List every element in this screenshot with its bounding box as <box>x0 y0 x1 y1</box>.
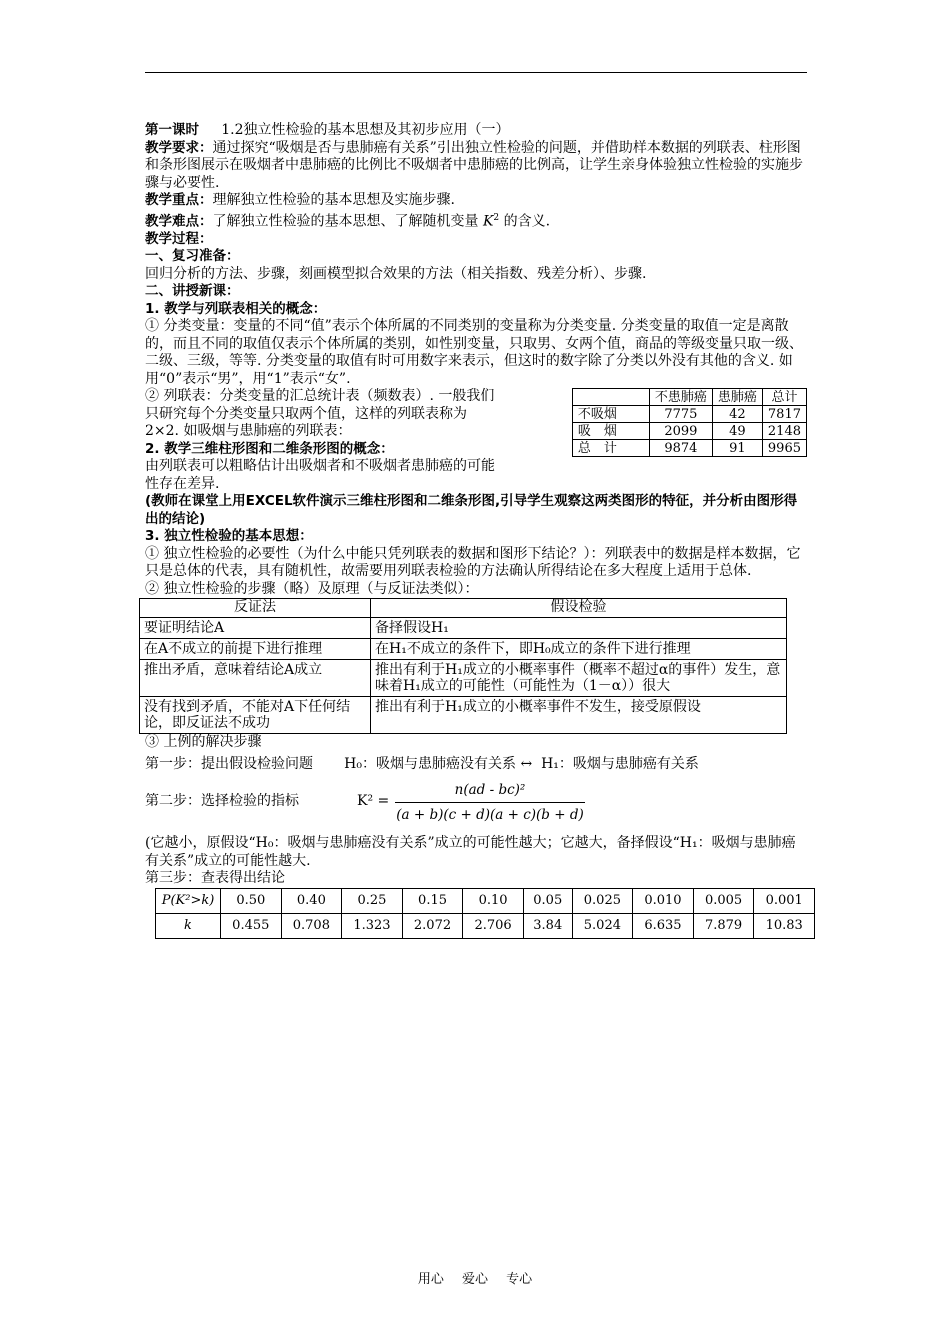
requirements <box>145 140 807 193</box>
table-cell: 0.15 <box>402 888 463 913</box>
row-label: k <box>156 913 221 938</box>
alt-hypothesis: H₁：吸烟与患肺癌有关系 <box>541 755 699 772</box>
table-row <box>156 913 815 938</box>
lesson-document <box>145 122 807 939</box>
table-cell: 在A不成立的前提下进行推理 <box>140 639 371 660</box>
table-cell: 不吸烟 <box>572 406 649 423</box>
table-cell: 备择假设H₁ <box>371 618 787 639</box>
table-cell: 49 <box>712 423 762 440</box>
table-cell: 5.024 <box>572 913 633 938</box>
table-cell: 6.635 <box>633 913 694 938</box>
table-row <box>140 697 787 734</box>
table-cell: 0.025 <box>572 888 633 913</box>
difficulty-text: 了解独立性检验的基本思想、了解随机变量 <box>212 213 479 230</box>
table-cell: 7817 <box>762 406 806 423</box>
table-cell: 9965 <box>762 440 806 457</box>
step-2-label: 第二步：选择检验的指标 <box>145 793 299 810</box>
table-header: 不患肺癌 <box>649 389 712 406</box>
process-label: 教学过程： <box>145 230 213 247</box>
table-row <box>572 423 806 440</box>
k-variable: K <box>482 213 494 230</box>
table-cell: 要证明结论A <box>140 618 371 639</box>
requirements-label: 教学要求： <box>145 139 213 156</box>
table-row <box>140 639 787 660</box>
review-heading: 一、复习准备： <box>145 248 240 265</box>
table-header: 反证法 <box>140 599 371 618</box>
table-header: 假设检验 <box>371 599 787 618</box>
table-row <box>572 440 806 457</box>
table-cell: 2.072 <box>402 913 463 938</box>
table-cell: 1.323 <box>342 913 403 938</box>
steps-heading: ③ 上例的解决步骤 <box>145 734 262 751</box>
new-lesson-heading: 二、讲授新课： <box>145 283 240 300</box>
table-cell: 0.708 <box>281 913 342 938</box>
table-cell: 0.010 <box>633 888 694 913</box>
step-2-explanation: (它越小，原假设“H₀：吸烟与患肺癌没有关系”成立的可能性越大；它越大，备择假设“H₁：吸烟与患肺癌有关系”成立的可能性越大. <box>145 835 796 869</box>
k2-fraction <box>395 779 585 826</box>
difficulty-label: 教学难点： <box>145 213 213 230</box>
step-3-label: 第三步：查表得出结论 <box>145 870 285 887</box>
contingency-header-row <box>572 389 806 406</box>
key-point-label: 教学重点： <box>145 192 213 208</box>
table-row <box>140 618 787 639</box>
table-row <box>572 406 806 423</box>
section-1-p2: ② 列联表：分类变量的汇总统计表（频数表）. 一般我们只研究每个分类变量只取两个值，这样的列联表称为2×2. 如吸烟与患肺癌的列联表： <box>145 388 495 440</box>
table-cell: 42 <box>712 406 762 423</box>
comparison-header-row <box>140 599 787 618</box>
section-3-p2: ② 独立性检验的步骤（略）及原理（与反证法类似）： <box>145 580 479 597</box>
table-cell: 3.84 <box>523 913 572 938</box>
critical-value-table <box>155 888 815 939</box>
section-2-text: 由列联表可以粗略估计出吸烟者和不吸烟者患肺癌的可能性存在差异. <box>145 458 495 492</box>
table-cell: 0.455 <box>221 913 282 938</box>
k2-symbol: K² = <box>357 793 390 810</box>
section-1-heading: 1. 教学与列联表相关的概念： <box>145 300 327 317</box>
section-3-heading: 3. 独立性检验的基本思想： <box>145 528 313 545</box>
table-cell: 总 计 <box>572 440 649 457</box>
table-cell: 吸 烟 <box>572 423 649 440</box>
fraction-bar <box>395 802 585 803</box>
table-cell: 推出有利于H₁成立的小概率事件（概率不超过α的事件）发生，意味着H₁成立的可能性（可能性为（1－α））很大 <box>371 660 787 697</box>
table-cell: 推出有利于H₁成立的小概率事件不发生，接受原假设 <box>371 697 787 734</box>
step-2-formula <box>145 779 807 835</box>
difficulty <box>145 210 807 231</box>
table-row <box>156 888 815 913</box>
table-cell: 0.25 <box>342 888 403 913</box>
header-rule <box>145 72 807 73</box>
contingency-table <box>572 388 807 457</box>
table-cell: 0.05 <box>523 888 572 913</box>
table-cell: 2.706 <box>463 913 524 938</box>
review-text: 回归分析的方法、步骤，刻画模型拟合效果的方法（相关指数、残差分析）、步骤. <box>145 265 647 282</box>
table-cell: 0.005 <box>693 888 754 913</box>
k2-numerator: n(ad - bc)² <box>454 782 526 799</box>
table-header: 患肺癌 <box>712 389 762 406</box>
key-point-text: 理解独立性检验的基本思想及实施步骤. <box>212 192 455 208</box>
table-cell: 7.879 <box>693 913 754 938</box>
section-2-heading: 2. 教学三维柱形图和二维条形图的概念： <box>145 440 394 457</box>
comparison-table <box>139 598 787 734</box>
table-cell: 0.40 <box>281 888 342 913</box>
table-header: 总计 <box>762 389 806 406</box>
table-cell: 推出矛盾，意味着结论A成立 <box>140 660 371 697</box>
section-3-p1: ① 独立性检验的必要性（为什么中能只凭列联表的数据和图形下结论？）：列联表中的数据是样本数据，它只是总体的代表，具有随机性，故需要用列联表检验的方法确认所得结论在多大程度上适用于总体. <box>145 545 801 580</box>
table-cell: 91 <box>712 440 762 457</box>
section-2-bold-note: (教师在课堂上用EXCEL软件演示三维柱形图和二维条形图,引导学生观察这两类图形的特征，并分析由图形得出的结论) <box>145 493 798 527</box>
page-footer: 用心 爱心 专心 <box>417 1272 533 1287</box>
step-1 <box>145 756 807 774</box>
null-hypothesis: H₀：吸烟与患肺癌没有关系 <box>344 755 516 772</box>
table-cell: 9874 <box>649 440 712 457</box>
table-cell: 2148 <box>762 423 806 440</box>
step-1-label: 第一步：提出假设检验问题 <box>145 755 313 772</box>
table-cell: 10.83 <box>754 913 815 938</box>
lesson-label: 第一课时 <box>145 122 199 138</box>
table-cell: 0.10 <box>463 888 524 913</box>
double-arrow-icon: ↔ <box>520 755 533 772</box>
requirements-text: 通过探究“吸烟是否与患肺癌有关系”引出独立性检验的问题，并借助样本数据的列联表、柱形图和条形图展示在吸烟者中患肺癌的比例比不吸烟者中患肺癌的比例高，让学生亲身体验独立性检验的实施步骤与必要性. <box>145 139 803 191</box>
k2-denominator: (a + b)(c + d)(a + c)(b + d) <box>396 807 584 824</box>
row-label: P(K²>k) <box>156 888 221 913</box>
table-cell: 没有找到矛盾，不能对A下任何结论，即反证法不成功 <box>140 697 371 734</box>
lesson-topic: 1.2独立性检验的基本思想及其初步应用（一） <box>221 122 510 138</box>
section-1-p1: ① 分类变量：变量的不同“值”表示个体所属的不同类别的变量称为分类变量. 分类变量的取值一定是离散的，而且不同的取值仅表示个体所属的类别，如性别变量，只取男、女两个值，商品的等级变量只取一级、二级、三级，等等. 分类变量的取值有时可用数字来表示，但这时的数字除了分类以外没有其他的含义. 如用“0”表示“男”，用“1”表示“女”. <box>145 318 803 387</box>
table-cell: 2099 <box>649 423 712 440</box>
contingency-block <box>145 388 807 493</box>
table-cell: 7775 <box>649 406 712 423</box>
table-cell <box>572 389 649 406</box>
key-point <box>145 192 807 210</box>
table-cell: 0.50 <box>221 888 282 913</box>
k-exponent: 2 <box>493 212 500 223</box>
table-cell: 0.001 <box>754 888 815 913</box>
table-cell: 在H₁不成立的条件下，即H₀成立的条件下进行推理 <box>371 639 787 660</box>
lesson-title <box>145 122 807 140</box>
difficulty-text-after: 的含义. <box>503 213 551 230</box>
table-row <box>140 660 787 697</box>
